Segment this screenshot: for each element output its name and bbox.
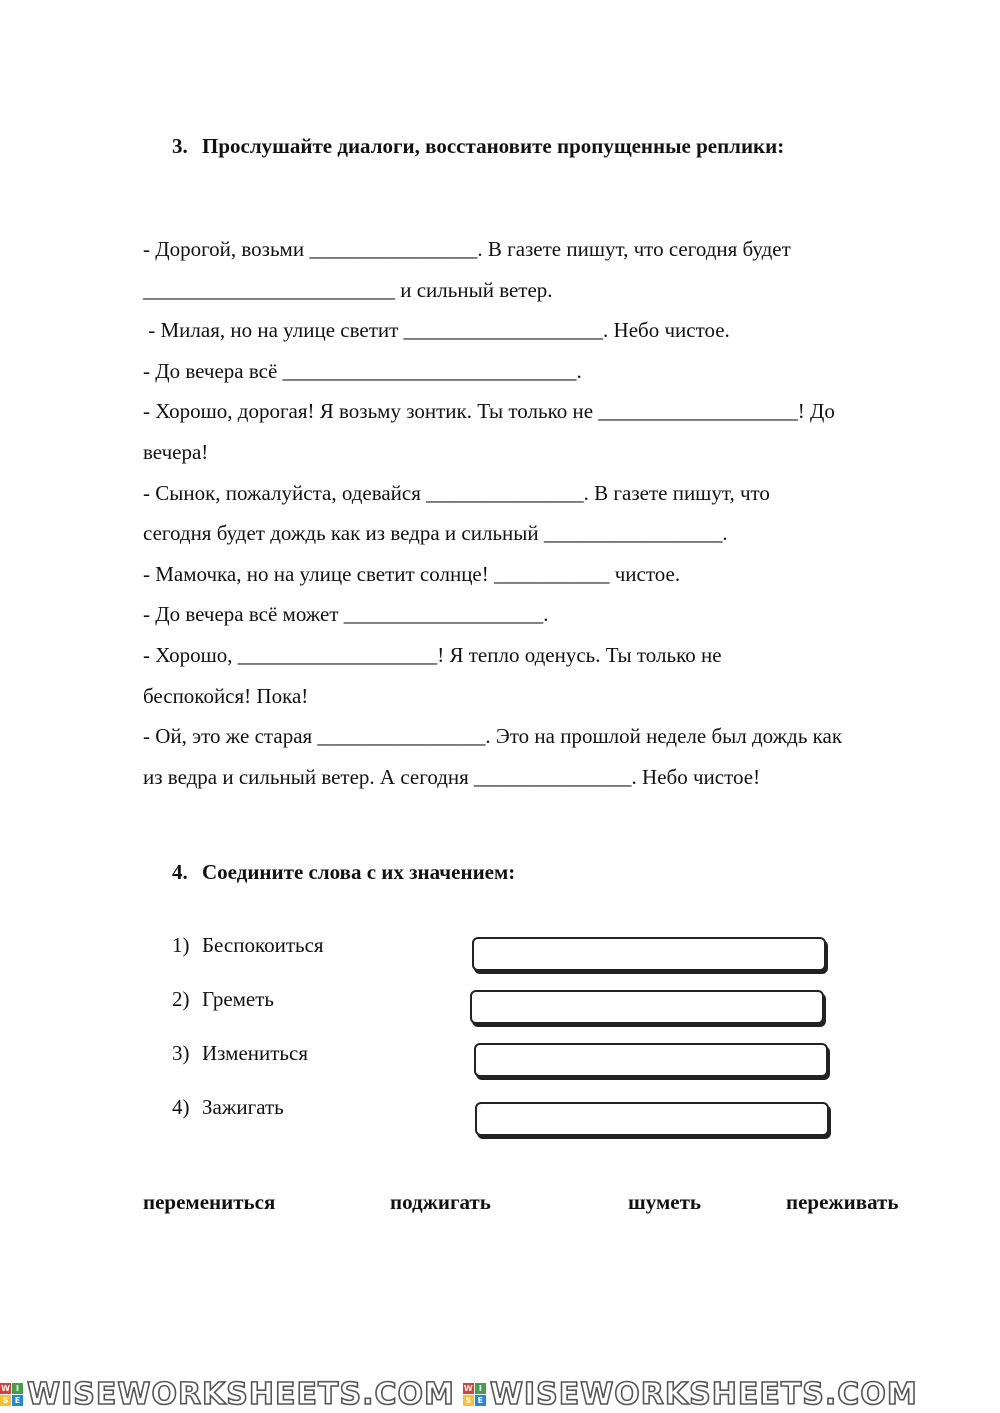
- answer-drop-box-1[interactable]: [472, 937, 826, 971]
- dialog-line: - Милая, но на улице светит ___________________. Небо чистое.: [143, 318, 730, 343]
- match-item: [172, 1033, 324, 1087]
- match-item: [172, 925, 324, 979]
- answer-drop-box-3[interactable]: [474, 1043, 828, 1077]
- match-item-number: 1): [172, 933, 190, 957]
- dialog-line: - Ой, это же старая ________________. Это на прошлой неделе был дождь как: [143, 724, 843, 749]
- match-item-word: Зажигать: [202, 1095, 284, 1119]
- dialog-line: - Хорошо, ___________________! Я тепло оденусь. Ты только не: [143, 642, 722, 667]
- match-item: [172, 979, 324, 1033]
- brand-badge-icon: [463, 1383, 486, 1406]
- badge-letter: S: [0, 1395, 11, 1406]
- match-item-number: 2): [172, 987, 190, 1011]
- section-3-number: 3.: [172, 134, 188, 158]
- match-item-word: Греметь: [202, 987, 275, 1011]
- dialog-line: ________________________ и сильный ветер.: [143, 277, 553, 302]
- word-bank-item[interactable]: поджигать: [390, 1190, 491, 1214]
- dialog-line: - Дорогой, возьми ________________. В газете пишут, что сегодня будет: [143, 237, 791, 261]
- section-3-heading: [172, 134, 784, 159]
- brand-name: WISEWORKSHEETS.COM: [27, 1376, 455, 1412]
- badge-letter: E: [12, 1395, 23, 1406]
- badge-letter: I: [475, 1383, 486, 1394]
- badge-letter: E: [475, 1395, 486, 1406]
- section-4-heading: [172, 860, 515, 885]
- dialog-line: - До вечера всё ____________________________.: [143, 358, 582, 383]
- match-item: [172, 1087, 324, 1141]
- watermark-footer: [0, 1375, 1000, 1413]
- dialog-line: беспокойся! Пока!: [143, 683, 309, 708]
- brand-logo: [463, 1377, 918, 1412]
- match-item-word: Беспокоиться: [202, 933, 324, 957]
- badge-letter: I: [12, 1383, 23, 1394]
- brand-badge-icon: [0, 1383, 23, 1406]
- dialog-line: - Хорошо, дорогая! Я возьму зонтик. Ты только не ___________________! До: [143, 399, 835, 424]
- dialog-line: - Мамочка, но на улице светит солнце! ___________ чистое.: [143, 561, 681, 586]
- badge-letter: S: [463, 1395, 474, 1406]
- match-item-word: Измениться: [202, 1041, 308, 1065]
- match-item-number: 4): [172, 1095, 190, 1119]
- section-3-title: Прослушайте диалоги, восстановите пропущенные реплики:: [202, 134, 785, 158]
- dialog-line: сегодня будет дождь как из ведра и сильный _________________.: [143, 521, 728, 546]
- dialog-line: из ведра и сильный ветер. А сегодня _______________. Небо чистое!: [143, 764, 761, 789]
- dialog-line: - Сынок, пожалуйста, одевайся _______________. В газете пишут, что: [143, 480, 770, 505]
- word-bank-item[interactable]: переживать: [786, 1190, 899, 1214]
- word-bank-item[interactable]: шуметь: [628, 1190, 701, 1214]
- brand-logo: [0, 1377, 455, 1412]
- badge-letter: W: [1, 1383, 10, 1393]
- section-4-number: 4.: [172, 860, 188, 884]
- answer-drop-box-2[interactable]: [470, 990, 824, 1024]
- answer-drop-box-4[interactable]: [475, 1102, 829, 1136]
- match-item-number: 3): [172, 1041, 190, 1065]
- brand-name: WISEWORKSHEETS.COM: [489, 1376, 918, 1412]
- dialog-line: - До вечера всё может ___________________.: [143, 602, 549, 627]
- badge-letter: W: [463, 1383, 473, 1393]
- dialog-text: [143, 229, 943, 797]
- section-4-title: Соедините слова с их значением:: [202, 860, 516, 884]
- match-word-list: [172, 925, 324, 1141]
- dialog-line: вечера!: [143, 439, 209, 464]
- word-bank-item[interactable]: перемениться: [143, 1190, 276, 1214]
